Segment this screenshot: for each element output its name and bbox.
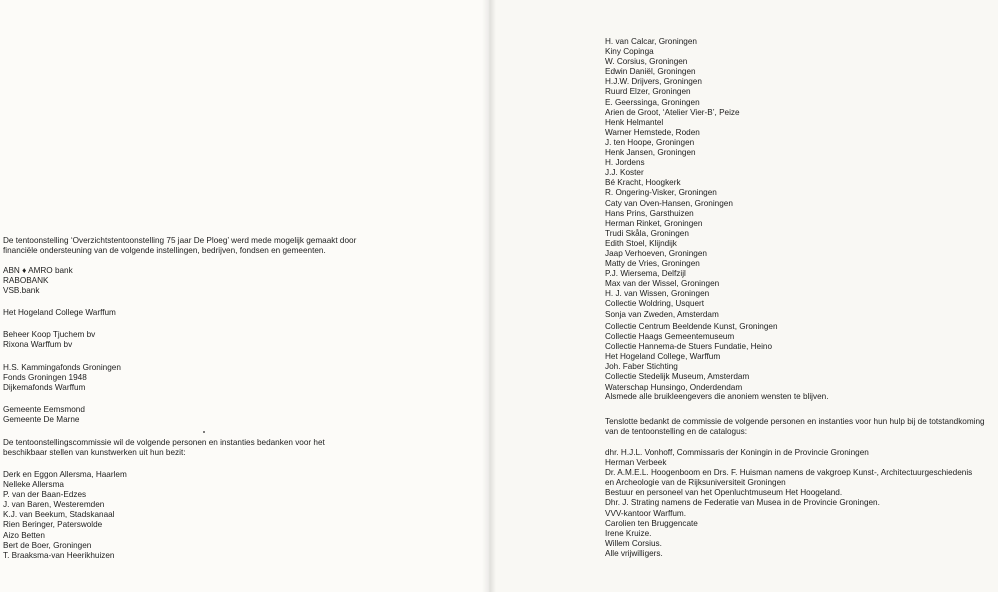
collection-item: Waterschap Hunsingo, Onderdendam xyxy=(605,382,743,392)
sponsor-item: Rixona Warffum bv xyxy=(3,340,73,350)
acknowledgement-item: Dhr. J. Strating namens de Federatie van Musea in de Provincie Groningen. xyxy=(605,498,880,508)
acknowledgement-item: Herman Verbeek xyxy=(605,458,667,468)
lenders-list-right xyxy=(605,37,985,320)
lender-item: P.J. Wiersema, Delfzijl xyxy=(605,269,686,279)
lender-item: H. Jordens xyxy=(605,158,645,168)
acknowledgement-item: Willem Corsius. xyxy=(605,538,662,548)
sponsors-intro-text: De tentoonstelling ‘Overzichtstentoonstelling 75 jaar De Ploeg’ werd mede mogelijk gemaakt door financiële ondersteuning van de volgende instellingen, bedrijven, fondsen en gemeenten. xyxy=(3,236,357,256)
lender-item: Bé Kracht, Hoogkerk xyxy=(605,178,681,188)
collection-item: Collectie Centrum Beeldende Kunst, Groningen xyxy=(605,322,778,331)
lenders-intro-text: De tentoonstellingscommissie wil de volgende personen en instanties bedanken voor het beschikbaar stellen van kunstwerken uit hun bezit: xyxy=(3,438,325,458)
lender-item: H.J.W. Drijvers, Groningen xyxy=(605,77,702,87)
collection-item: Collectie Hannema-de Stuers Fundatie, Heino xyxy=(605,342,773,352)
left-page xyxy=(0,0,490,592)
collection-item: Collectie Stedelijk Museum, Amsterdam xyxy=(605,372,750,382)
lenders-list-left xyxy=(3,470,303,561)
final-thanks-paragraph xyxy=(605,417,990,437)
sponsor-item: Gemeente De Marne xyxy=(3,414,80,424)
sponsor-item: Het Hogeland College Warffum xyxy=(3,308,116,318)
acknowledgement-item: VVV-kantoor Warffum. xyxy=(605,508,686,518)
lender-item: Jaap Verhoeven, Groningen xyxy=(605,248,707,258)
lender-item: P. van der Baan-Edzes xyxy=(3,490,87,500)
acknowledgement-item: Bestuur en personeel van het Openluchtmuseum Het Hoogeland. xyxy=(605,488,843,498)
lender-item: Arien de Groot, ‘Atelier Vier-B’, Peize xyxy=(605,107,740,117)
lender-item: Hans Prins, Garsthuizen xyxy=(605,208,694,218)
spacer xyxy=(3,296,303,308)
collection-item: Collectie Haags Gemeentemuseum xyxy=(605,332,735,342)
lender-item: Herman Rinket, Groningen xyxy=(605,218,703,228)
right-page xyxy=(490,0,998,592)
sponsor-item: H.S. Kammingafonds Groningen xyxy=(3,362,121,372)
acknowledgement-item: en Archeologie van de Rijksuniversiteit Groningen xyxy=(605,478,786,488)
spacer xyxy=(3,393,303,405)
lender-item: Henk Helmantel xyxy=(605,117,664,127)
print-speck xyxy=(203,431,205,433)
lender-item: H. J. van Wissen, Groningen xyxy=(605,289,710,299)
lender-item: Sonja van Zweden, Amsterdam xyxy=(605,309,719,319)
lender-item: E. Geerssinga, Groningen xyxy=(605,97,700,107)
lender-item: K.J. van Beekum, Stadskanaal xyxy=(3,510,115,520)
sponsors-list xyxy=(3,266,303,425)
spacer xyxy=(3,318,303,330)
collections-list xyxy=(605,322,985,393)
acknowledgements-list xyxy=(605,448,990,559)
collection-item: Joh. Faber Stichting xyxy=(605,362,678,372)
lender-item: Trudi Skåla, Groningen xyxy=(605,228,689,238)
acknowledgement-item: dhr. H.J.L. Vonhoff, Commissaris der Koningin in de Provincie Groningen xyxy=(605,448,869,457)
lenders-intro-paragraph xyxy=(3,438,358,458)
sponsor-item: Dijkemafonds Warffum xyxy=(3,382,86,392)
lender-item: Rien Beringer, Paterswolde xyxy=(3,520,103,530)
lender-item: Max van der Wissel, Groningen xyxy=(605,279,720,289)
lender-item: T. Braaksma-van Heerikhuizen xyxy=(3,550,115,560)
lender-item: Edwin Daniël, Groningen xyxy=(605,67,696,77)
lender-item: Matty de Vries, Groningen xyxy=(605,259,700,269)
sponsor-item: Beheer Koop Tjuchem bv xyxy=(3,330,96,340)
lender-item: R. Ongering-Visker, Groningen xyxy=(605,188,717,198)
book-gutter xyxy=(482,0,496,592)
sponsor-item: RABOBANK xyxy=(3,276,49,286)
lender-item: H. van Calcar, Groningen xyxy=(605,37,697,46)
acknowledgement-item: Dr. A.M.E.L. Hoogenboom en Drs. F. Huisman namens de vakgroep Kunst-, Architectuurgeschiedenis xyxy=(605,468,973,478)
acknowledgement-item: Alle vrijwilligers. xyxy=(605,548,663,558)
lender-item: Kiny Copinga xyxy=(605,47,654,57)
acknowledgement-item: Carolien ten Bruggencate xyxy=(605,518,698,528)
acknowledgement-item: Irene Kruize. xyxy=(605,528,652,538)
sponsor-item: ABN ♦ AMRO bank xyxy=(3,266,73,275)
anonymous-lenders-note xyxy=(605,392,985,402)
lender-item: Edith Stoel, Klijndijk xyxy=(605,238,677,248)
lender-item: Caty van Oven-Hansen, Groningen xyxy=(605,198,733,208)
lender-item: W. Corsius, Groningen xyxy=(605,57,688,67)
sponsor-item: VSB.bank xyxy=(3,286,40,296)
sponsor-item: Gemeente Eemsmond xyxy=(3,404,85,414)
lender-item: Henk Jansen, Groningen xyxy=(605,148,696,158)
lender-item: J.J. Koster xyxy=(605,168,644,178)
lender-item: Ruurd Elzer, Groningen xyxy=(605,87,691,97)
lender-item: Derk en Eggon Allersma, Haarlem xyxy=(3,470,127,479)
lender-item: J. ten Hoope, Groningen xyxy=(605,137,695,147)
collection-item: Het Hogeland College, Warffum xyxy=(605,352,721,362)
spacer xyxy=(3,351,303,363)
lender-item: Collectie Woldring, Usquert xyxy=(605,299,705,309)
anonymous-note-text: Alsmede alle bruikleengevers die anoniem wensten te blijven. xyxy=(605,392,829,401)
lender-item: Aizo Betten xyxy=(3,530,45,540)
sponsors-intro-paragraph xyxy=(3,236,358,256)
final-thanks-text: Tenslotte bedankt de commissie de volgende personen en instanties voor hun hulp bij de totstandkoming van de tentoonstelling en de catalogus: xyxy=(605,417,985,437)
lender-item: J. van Baren, Westeremden xyxy=(3,500,105,510)
lender-item: Bert de Boer, Groningen xyxy=(3,540,92,550)
lender-item: Warner Hemstede, Roden xyxy=(605,127,700,137)
sponsor-item: Fonds Groningen 1948 xyxy=(3,372,87,382)
lender-item: Nelleke Allersma xyxy=(3,480,64,490)
